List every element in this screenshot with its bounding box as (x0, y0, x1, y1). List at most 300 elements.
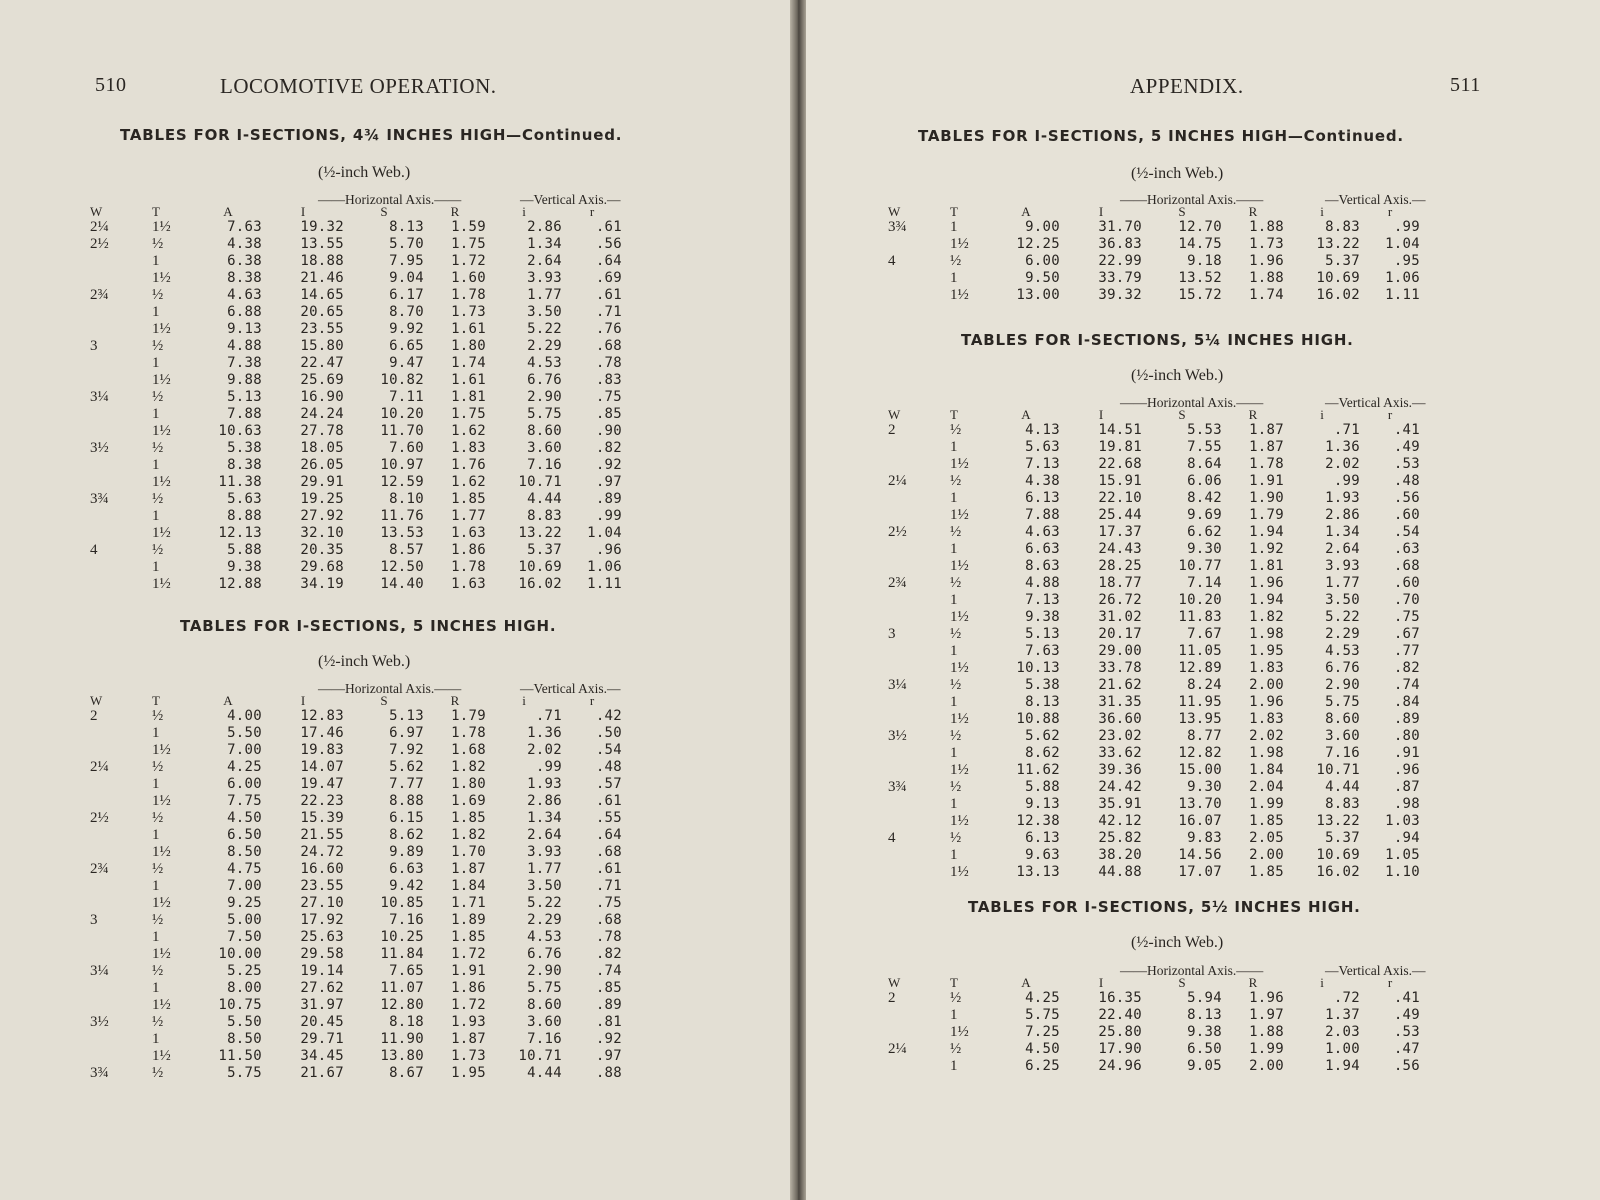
cell-t: 1½ (152, 742, 171, 758)
cell-i: 19.47 (300, 776, 344, 792)
cell-i: 25.44 (1098, 507, 1142, 523)
cell-vi: 8.60 (527, 997, 562, 1013)
column-header-vi: i (522, 204, 526, 219)
cell-i: 22.10 (1098, 490, 1142, 506)
cell-t: 1 (950, 219, 958, 235)
cell-w (90, 474, 152, 491)
cell-t: 1 (950, 270, 958, 286)
cell-a: 9.88 (227, 372, 262, 388)
cell-vr: .96 (1393, 762, 1420, 778)
cell-s: 7.77 (389, 776, 424, 792)
cell-vr: .95 (1393, 253, 1420, 269)
cell-s: 11.83 (1178, 609, 1222, 625)
cell-vr: 1.03 (1385, 813, 1420, 829)
cell-s: 8.10 (389, 491, 424, 507)
cell-t: 1 (152, 406, 160, 422)
cell-a: 9.13 (227, 321, 262, 337)
cell-vr: .81 (595, 1014, 622, 1030)
cell-vi: 8.60 (1325, 711, 1360, 727)
column-header-vi: i (1320, 407, 1324, 422)
cell-i: 33.79 (1098, 270, 1142, 286)
running-head: APPENDIX. (1130, 74, 1244, 98)
cell-i: 12.83 (300, 708, 344, 724)
cell-a: 4.63 (227, 287, 262, 303)
cell-r: 1.82 (451, 827, 486, 843)
cell-w (90, 525, 152, 542)
cell-vi: 4.44 (527, 1065, 562, 1081)
cell-t: ½ (152, 1014, 164, 1030)
cell-a: 9.50 (1025, 270, 1060, 286)
cell-a: 7.00 (227, 878, 262, 894)
cell-i: 42.12 (1098, 813, 1142, 829)
table-row (888, 711, 1420, 728)
table-row (90, 946, 622, 963)
cell-a: 6.50 (227, 827, 262, 843)
cell-vr: .74 (595, 963, 622, 979)
cell-w: 2¼ (90, 759, 109, 775)
cell-s: 9.42 (389, 878, 424, 894)
cell-w (888, 762, 950, 779)
cell-vr: .70 (1393, 592, 1420, 608)
cell-a: 7.13 (1025, 592, 1060, 608)
cell-r: 1.88 (1249, 1024, 1284, 1040)
cell-vi: 6.76 (1325, 660, 1360, 676)
cell-a: 9.38 (1025, 609, 1060, 625)
cell-s: 7.55 (1187, 439, 1222, 455)
cell-a: 8.88 (227, 508, 262, 524)
cell-i: 16.90 (300, 389, 344, 405)
cell-t: 1½ (152, 423, 171, 439)
cell-a: 7.63 (227, 219, 262, 235)
table-row (90, 372, 622, 389)
cell-vr: .63 (1393, 541, 1420, 557)
cell-vi: 1.77 (527, 287, 562, 303)
cell-w: 3 (90, 338, 98, 354)
cell-vi: 10.71 (518, 474, 562, 490)
cell-vr: .54 (1393, 524, 1420, 540)
cell-w (90, 827, 152, 844)
cell-vi: 2.64 (1325, 541, 1360, 557)
cell-a: 9.00 (1025, 219, 1060, 235)
cell-s: 14.40 (380, 576, 424, 592)
cell-r: 1.73 (1249, 236, 1284, 252)
cell-a: 6.38 (227, 253, 262, 269)
cell-w (888, 1058, 950, 1075)
cell-t: ½ (950, 626, 962, 642)
cell-vr: .97 (595, 1048, 622, 1064)
cell-i: 27.62 (300, 980, 344, 996)
cell-a: 4.38 (1025, 473, 1060, 489)
table-row (888, 745, 1420, 762)
cell-s: 8.77 (1187, 728, 1222, 744)
cell-vr: .98 (1393, 796, 1420, 812)
cell-r: 1.88 (1249, 270, 1284, 286)
cell-w: 2½ (888, 524, 907, 540)
cell-r: 1.76 (451, 457, 486, 473)
vertical-axis-label: —Vertical Axis.— (520, 192, 621, 207)
cell-s: 11.05 (1178, 643, 1222, 659)
cell-w (888, 694, 950, 711)
column-header-a: A (223, 204, 233, 219)
web-label: (½-inch Web.) (1131, 367, 1224, 384)
cell-a: 8.00 (227, 980, 262, 996)
cell-vr: .53 (1393, 1024, 1420, 1040)
table-row (888, 813, 1420, 830)
cell-a: 5.50 (227, 725, 262, 741)
cell-w: 2¼ (888, 473, 907, 489)
column-header-t: T (950, 204, 958, 219)
cell-t: 1 (950, 541, 958, 557)
cell-r: 1.70 (451, 844, 486, 860)
table-row (90, 270, 622, 287)
cell-vi: 5.22 (1325, 609, 1360, 625)
cell-vi: 2.90 (527, 963, 562, 979)
cell-a: 6.00 (1025, 253, 1060, 269)
cell-a: 11.38 (218, 474, 262, 490)
cell-vr: .83 (595, 372, 622, 388)
cell-s: 12.50 (380, 559, 424, 575)
cell-i: 14.51 (1098, 422, 1142, 438)
table-row (888, 287, 1420, 304)
cell-t: ½ (152, 338, 164, 354)
cell-r: 1.69 (451, 793, 486, 809)
cell-a: 7.75 (227, 793, 262, 809)
table-row (888, 990, 1420, 1007)
cell-a: 10.88 (1016, 711, 1060, 727)
cell-i: 39.36 (1098, 762, 1142, 778)
column-header-t: T (152, 204, 160, 219)
table-row (90, 912, 622, 929)
cell-i: 19.32 (300, 219, 344, 235)
cell-vi: 7.16 (527, 1031, 562, 1047)
cell-vi: 5.22 (527, 321, 562, 337)
book-gutter (790, 0, 806, 1200)
table-row (90, 457, 622, 474)
cell-s: 16.07 (1178, 813, 1222, 829)
cell-r: 1.99 (1249, 796, 1284, 812)
column-header-i: I (1098, 407, 1104, 422)
cell-i: 15.80 (300, 338, 344, 354)
cell-vr: .54 (595, 742, 622, 758)
cell-a: 6.00 (227, 776, 262, 792)
cell-t: 1 (152, 457, 160, 473)
cell-s: 9.89 (389, 844, 424, 860)
cell-t: 1 (152, 1031, 160, 1047)
cell-a: 7.63 (1025, 643, 1060, 659)
cell-r: 1.78 (451, 725, 486, 741)
cell-vi: 5.75 (1325, 694, 1360, 710)
cell-vi: 8.83 (1325, 796, 1360, 812)
table-row (888, 422, 1420, 439)
cell-vr: .68 (595, 912, 622, 928)
table-row (90, 321, 622, 338)
cell-a: 4.75 (227, 861, 262, 877)
cell-r: 1.62 (451, 474, 486, 490)
cell-a: 6.63 (1025, 541, 1060, 557)
table-header-row (90, 694, 622, 708)
table-row (90, 253, 622, 270)
table-row (90, 742, 622, 759)
cell-r: 1.75 (451, 406, 486, 422)
cell-a: 4.25 (1025, 990, 1060, 1006)
cell-r: 1.96 (1249, 694, 1284, 710)
cell-i: 17.37 (1098, 524, 1142, 540)
cell-i: 18.77 (1098, 575, 1142, 591)
cell-w: 2¾ (90, 287, 109, 303)
cell-w (888, 796, 950, 813)
cell-w: 3¾ (888, 219, 907, 235)
cell-vi: 5.75 (527, 406, 562, 422)
cell-i: 22.47 (300, 355, 344, 371)
cell-a: 5.13 (227, 389, 262, 405)
cell-vi: 3.93 (1325, 558, 1360, 574)
cell-vr: 1.11 (587, 576, 622, 592)
cell-s: 7.16 (389, 912, 424, 928)
cell-i: 18.05 (300, 440, 344, 456)
web-label: (½-inch Web.) (1131, 165, 1224, 182)
cell-a: 5.88 (1025, 779, 1060, 795)
cell-a: 11.62 (1016, 762, 1060, 778)
cell-s: 9.05 (1187, 1058, 1222, 1074)
cell-s: 12.80 (380, 997, 424, 1013)
cell-s: 6.62 (1187, 524, 1222, 540)
cell-vi: 2.64 (527, 827, 562, 843)
section-properties-table (888, 205, 1420, 304)
cell-vi: 5.75 (527, 980, 562, 996)
cell-a: 8.38 (227, 457, 262, 473)
cell-vi: 7.16 (1325, 745, 1360, 761)
cell-r: 1.87 (1249, 439, 1284, 455)
cell-i: 20.35 (300, 542, 344, 558)
column-header-t: T (950, 975, 958, 990)
cell-r: 1.81 (451, 389, 486, 405)
cell-vr: .61 (595, 219, 622, 235)
cell-s: 6.06 (1187, 473, 1222, 489)
cell-i: 15.91 (1098, 473, 1142, 489)
cell-w (888, 660, 950, 677)
cell-t: 1½ (950, 456, 969, 472)
horizontal-axis-label: ——Horizontal Axis.—— (1120, 395, 1264, 410)
cell-vr: 1.05 (1385, 847, 1420, 863)
cell-vi: 2.03 (1325, 1024, 1360, 1040)
cell-vr: .92 (595, 457, 622, 473)
cell-vi: 10.69 (1316, 847, 1360, 863)
cell-vr: .53 (1393, 456, 1420, 472)
column-header-s: S (1178, 975, 1186, 990)
cell-a: 4.13 (1025, 422, 1060, 438)
web-label: (½-inch Web.) (1131, 934, 1224, 951)
cell-vr: .55 (595, 810, 622, 826)
cell-i: 22.68 (1098, 456, 1142, 472)
cell-s: 7.92 (389, 742, 424, 758)
cell-t: 1 (950, 796, 958, 812)
table-row (90, 895, 622, 912)
cell-t: 1½ (152, 372, 171, 388)
cell-vr: .78 (595, 355, 622, 371)
cell-w: 3½ (888, 728, 907, 744)
cell-w (888, 490, 950, 507)
cell-i: 21.67 (300, 1065, 344, 1081)
cell-vi: 2.29 (1325, 626, 1360, 642)
cell-vi: 3.93 (527, 270, 562, 286)
vertical-axis-label: —Vertical Axis.— (1325, 963, 1426, 978)
right-page (806, 0, 1600, 1200)
cell-t: 1½ (950, 1024, 969, 1040)
cell-vi: .99 (1333, 473, 1360, 489)
cell-vr: .68 (595, 844, 622, 860)
table-row (90, 440, 622, 457)
cell-i: 16.35 (1098, 990, 1142, 1006)
cell-s: 9.83 (1187, 830, 1222, 846)
column-header-i: I (1098, 204, 1104, 219)
cell-r: 1.85 (1249, 864, 1284, 880)
cell-i: 44.88 (1098, 864, 1142, 880)
cell-t: 1 (950, 490, 958, 506)
table-row (888, 1007, 1420, 1024)
table-row (888, 626, 1420, 643)
cell-vr: .71 (595, 878, 622, 894)
cell-i: 21.55 (300, 827, 344, 843)
cell-w (90, 980, 152, 997)
cell-t: ½ (950, 575, 962, 591)
cell-t: 1 (950, 745, 958, 761)
cell-w (888, 558, 950, 575)
cell-i: 14.65 (300, 287, 344, 303)
cell-r: 1.61 (451, 372, 486, 388)
cell-r: 1.87 (451, 861, 486, 877)
cell-vi: 2.86 (527, 219, 562, 235)
cell-r: 1.59 (451, 219, 486, 235)
cell-a: 8.13 (1025, 694, 1060, 710)
table-title: TABLES FOR I-SECTIONS, 5¼ INCHES HIGH. (961, 331, 1354, 349)
table-row (888, 490, 1420, 507)
cell-t: 1 (152, 355, 160, 371)
cell-vi: 2.29 (527, 912, 562, 928)
cell-i: 33.78 (1098, 660, 1142, 676)
table-row (888, 1058, 1420, 1075)
table-row (90, 355, 622, 372)
cell-i: 22.40 (1098, 1007, 1142, 1023)
cell-s: 14.75 (1178, 236, 1222, 252)
cell-vr: .94 (1393, 830, 1420, 846)
table-row (888, 1041, 1420, 1058)
cell-w (888, 609, 950, 626)
column-header-r: R (450, 204, 460, 219)
cell-a: 9.63 (1025, 847, 1060, 863)
cell-t: 1½ (152, 844, 171, 860)
table-row (90, 861, 622, 878)
vertical-axis-label: —Vertical Axis.— (520, 681, 621, 696)
table-title: TABLES FOR I-SECTIONS, 5½ INCHES HIGH. (968, 898, 1361, 916)
cell-t: 1½ (152, 270, 171, 286)
column-header-t: T (950, 407, 958, 422)
cell-vi: 8.83 (527, 508, 562, 524)
cell-s: 5.70 (389, 236, 424, 252)
cell-a: 4.38 (227, 236, 262, 252)
cell-s: 10.25 (380, 929, 424, 945)
cell-vi: 5.37 (527, 542, 562, 558)
cell-i: 19.25 (300, 491, 344, 507)
cell-i: 24.43 (1098, 541, 1142, 557)
cell-vr: 1.11 (1385, 287, 1420, 303)
cell-i: 15.39 (300, 810, 344, 826)
cell-s: 6.65 (389, 338, 424, 354)
cell-vr: .92 (595, 1031, 622, 1047)
cell-vr: .88 (595, 1065, 622, 1081)
cell-i: 36.83 (1098, 236, 1142, 252)
cell-s: 6.15 (389, 810, 424, 826)
cell-vr: .96 (595, 542, 622, 558)
cell-w (888, 745, 950, 762)
cell-a: 6.88 (227, 304, 262, 320)
cell-vr: .42 (595, 708, 622, 724)
cell-r: 2.05 (1249, 830, 1284, 846)
cell-a: 10.00 (218, 946, 262, 962)
cell-vr: .97 (595, 474, 622, 490)
cell-a: 4.00 (227, 708, 262, 724)
cell-i: 23.02 (1098, 728, 1142, 744)
cell-vr: .48 (1393, 473, 1420, 489)
page-number: 510 (95, 74, 127, 96)
cell-i: 23.55 (300, 321, 344, 337)
cell-r: 1.78 (451, 559, 486, 575)
column-header-w: W (888, 407, 901, 422)
cell-s: 10.20 (380, 406, 424, 422)
cell-a: 4.50 (227, 810, 262, 826)
cell-vr: .56 (1393, 490, 1420, 506)
cell-i: 17.92 (300, 912, 344, 928)
cell-r: 1.96 (1249, 575, 1284, 591)
cell-i: 31.97 (300, 997, 344, 1013)
cell-vr: .85 (595, 980, 622, 996)
table-row (90, 542, 622, 559)
cell-r: 1.85 (451, 929, 486, 945)
cell-s: 11.95 (1178, 694, 1222, 710)
cell-vi: 1.34 (1325, 524, 1360, 540)
cell-vi: 2.02 (527, 742, 562, 758)
cell-s: 10.82 (380, 372, 424, 388)
column-header-vr: r (1387, 204, 1393, 219)
cell-r: 1.85 (1249, 813, 1284, 829)
table-row (888, 609, 1420, 626)
cell-r: 1.68 (451, 742, 486, 758)
cell-w: 2 (888, 422, 896, 438)
cell-i: 26.72 (1098, 592, 1142, 608)
cell-w (90, 406, 152, 423)
cell-i: 38.20 (1098, 847, 1142, 863)
cell-i: 20.65 (300, 304, 344, 320)
cell-w: 4 (90, 542, 98, 558)
cell-vi: 1.36 (1325, 439, 1360, 455)
cell-vi: 10.69 (518, 559, 562, 575)
cell-w (90, 793, 152, 810)
cell-vr: .82 (595, 946, 622, 962)
cell-a: 5.63 (227, 491, 262, 507)
cell-r: 1.90 (1249, 490, 1284, 506)
cell-i: 14.07 (300, 759, 344, 775)
table-row (888, 694, 1420, 711)
cell-s: 8.18 (389, 1014, 424, 1030)
cell-r: 1.72 (451, 253, 486, 269)
cell-vr: .89 (1393, 711, 1420, 727)
column-header-a: A (1021, 204, 1031, 219)
cell-w (90, 895, 152, 912)
cell-vi: 1.00 (1325, 1041, 1360, 1057)
cell-r: 1.75 (451, 236, 486, 252)
cell-vi: 6.76 (527, 946, 562, 962)
cell-t: 1 (950, 439, 958, 455)
horizontal-axis-label: ——Horizontal Axis.—— (318, 192, 462, 207)
